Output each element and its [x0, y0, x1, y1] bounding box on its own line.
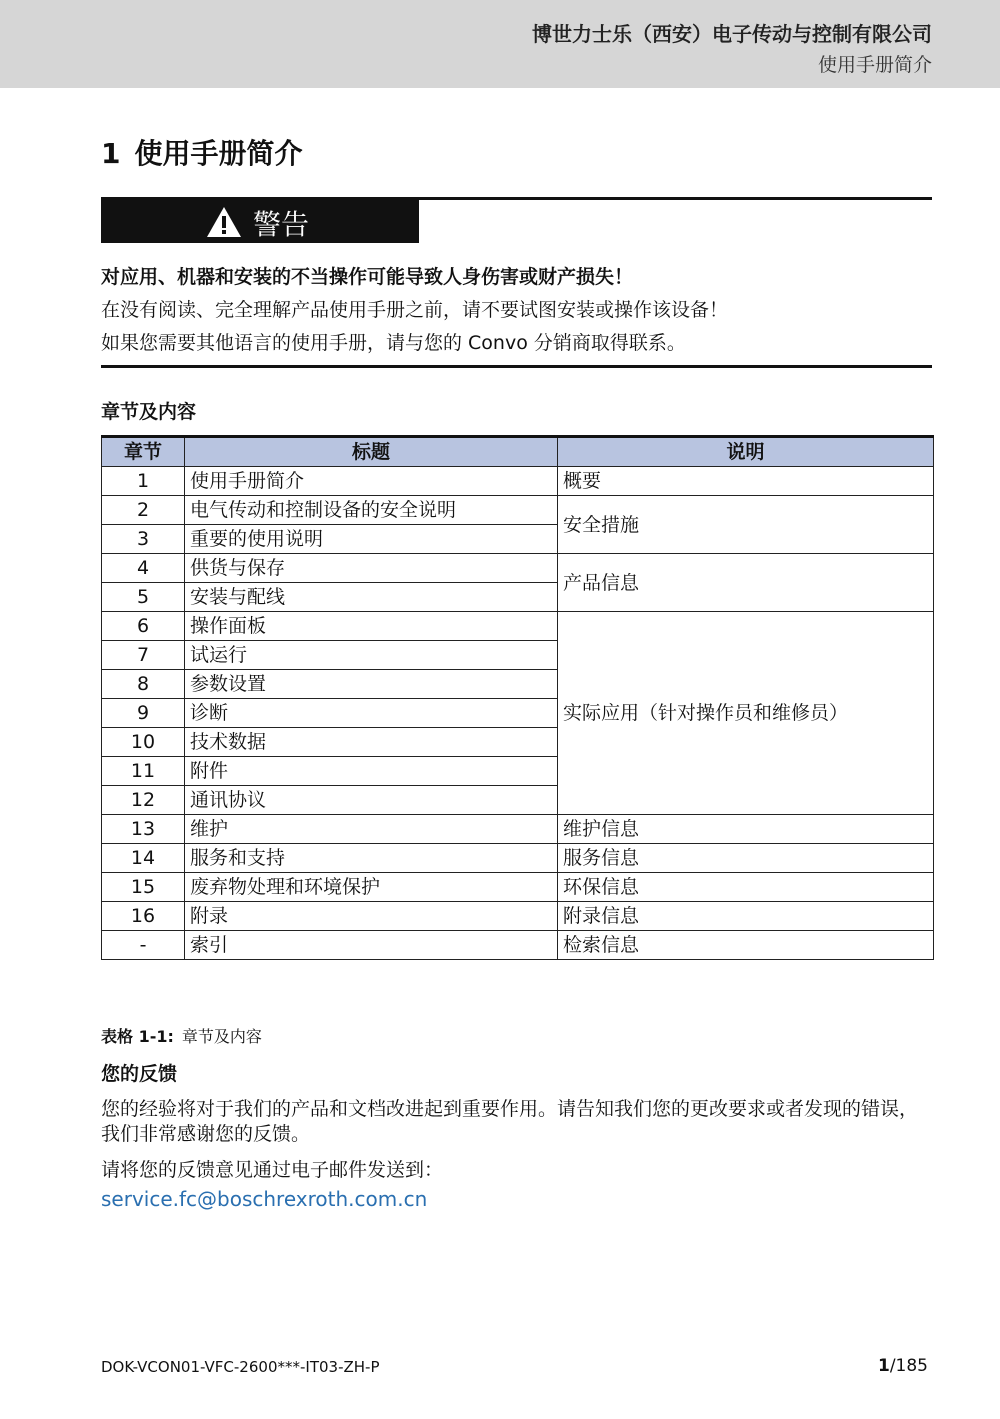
- page-header: [0, 0, 1000, 88]
- feedback-title: 您的反馈: [101, 1063, 178, 1085]
- chapter-title-cell: 维护: [185, 815, 558, 844]
- chapter-title: [101, 132, 303, 172]
- chapter-title-cell: 供货与保存: [185, 554, 558, 583]
- chapter-no: 12: [102, 786, 185, 815]
- chapter-no: 11: [102, 757, 185, 786]
- description-cell: 维护信息: [558, 815, 934, 844]
- toc-table: [101, 435, 934, 960]
- description-cell: 环保信息: [558, 873, 934, 902]
- chapter-title-cell: 技术数据: [185, 728, 558, 757]
- table-row: [102, 496, 934, 525]
- chapter-no: 8: [102, 670, 185, 699]
- warning-line-1: 在没有阅读、完全理解产品使用手册之前，请不要试图安装或操作该设备！: [101, 299, 729, 321]
- chapter-title-cell: 参数设置: [185, 670, 558, 699]
- warning-triangle-icon: [205, 205, 243, 239]
- description-cell: 安全措施: [558, 496, 934, 554]
- description-cell: 实际应用（针对操作员和维修员）: [558, 612, 934, 815]
- chapter-title-cell: 废弃物处理和环境保护: [185, 873, 558, 902]
- feedback-email-link[interactable]: service.fc@boschrexroth.com.cn: [101, 1187, 428, 1211]
- table-row: [102, 815, 934, 844]
- table-row: [102, 902, 934, 931]
- description-cell: 附录信息: [558, 902, 934, 931]
- chapter-title-cell: 重要的使用说明: [185, 525, 558, 554]
- chapter-title-cell: 电气传动和控制设备的安全说明: [185, 496, 558, 525]
- table-caption: [101, 1024, 262, 1047]
- page-total: /185: [889, 1356, 928, 1376]
- page-current: 1: [877, 1356, 890, 1376]
- warning-label: 警告: [253, 208, 310, 241]
- chapter-title-cell: 索引: [185, 931, 558, 960]
- description-cell: 检索信息: [558, 931, 934, 960]
- table-row: [102, 467, 934, 496]
- chapter-no: 15: [102, 873, 185, 902]
- col-header-chapter: 章节: [102, 437, 185, 467]
- warning-bottom-rule: [101, 365, 932, 368]
- toc-section-title: 章节及内容: [101, 401, 197, 423]
- warning-line-2: 如果您需要其他语言的使用手册，请与您的 Convo 分销商取得联系。: [101, 332, 686, 354]
- col-header-title: 标题: [185, 437, 558, 467]
- toc-header-row: [102, 437, 934, 467]
- caption-text: 章节及内容: [181, 1027, 262, 1046]
- chapter-title-text: 使用手册简介: [134, 137, 303, 170]
- description-cell: 概要: [558, 467, 934, 496]
- chapter-title-cell: 安装与配线: [185, 583, 558, 612]
- table-row: [102, 873, 934, 902]
- chapter-no: 2: [102, 496, 185, 525]
- chapter-title-cell: 通讯协议: [185, 786, 558, 815]
- description-cell: 产品信息: [558, 554, 934, 612]
- chapter-no: 10: [102, 728, 185, 757]
- header-section-title: 使用手册简介: [817, 54, 932, 76]
- chapter-title-cell: 操作面板: [185, 612, 558, 641]
- chapter-no: 9: [102, 699, 185, 728]
- chapter-no: 4: [102, 554, 185, 583]
- warning-bold-line: 对应用、机器和安装的不当操作可能导致人身伤害或财产损失！: [101, 266, 634, 288]
- table-row: [102, 554, 934, 583]
- warning-banner: [101, 200, 419, 243]
- description-cell: 服务信息: [558, 844, 934, 873]
- chapter-no: 14: [102, 844, 185, 873]
- chapter-no: 7: [102, 641, 185, 670]
- company-name: 博世力士乐（西安）电子传动与控制有限公司: [532, 22, 932, 46]
- chapter-title-cell: 诊断: [185, 699, 558, 728]
- feedback-send-to: 请将您的反馈意见通过电子邮件发送到：: [101, 1159, 444, 1181]
- chapter-title-cell: 试运行: [185, 641, 558, 670]
- chapter-no: 5: [102, 583, 185, 612]
- chapter-title-cell: 附件: [185, 757, 558, 786]
- chapter-no: -: [102, 931, 185, 960]
- chapter-title-cell: 服务和支持: [185, 844, 558, 873]
- caption-label: 表格 1-1:: [101, 1027, 174, 1046]
- table-row: [102, 612, 934, 641]
- chapter-title-cell: 附录: [185, 902, 558, 931]
- feedback-text: 您的经验将对于我们的产品和文档改进起到重要作用。请告知我们您的更改要求或者发现的错误，我们非常感谢您的反馈。: [101, 1098, 919, 1145]
- chapter-number: 1: [101, 137, 121, 170]
- chapter-title-cell: 使用手册简介: [185, 467, 558, 496]
- footer-page-number: [878, 1356, 928, 1376]
- chapter-no: 16: [102, 902, 185, 931]
- footer-doc-id: DOK-VCON01-VFC-2600***-IT03-ZH-P: [101, 1358, 380, 1376]
- col-header-description: 说明: [558, 437, 934, 467]
- table-row: [102, 844, 934, 873]
- table-row: [102, 931, 934, 960]
- chapter-no: 13: [102, 815, 185, 844]
- chapter-no: 1: [102, 467, 185, 496]
- chapter-no: 3: [102, 525, 185, 554]
- chapter-no: 6: [102, 612, 185, 641]
